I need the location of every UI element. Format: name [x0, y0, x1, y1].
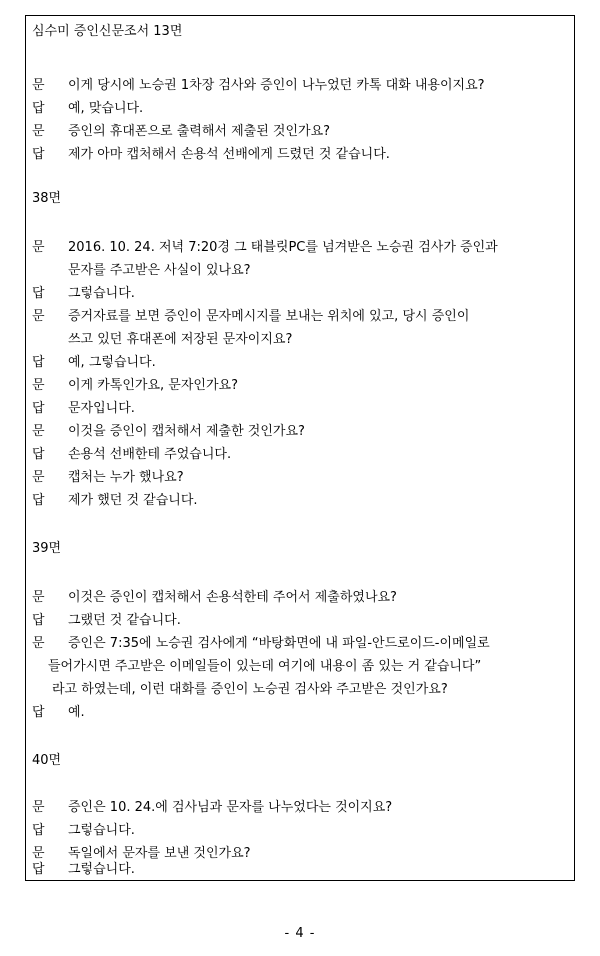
qa-line: [30, 466, 572, 489]
speaker-label: 문: [32, 636, 45, 651]
answer-text: 제가 했던 것 같습니다.: [68, 493, 198, 508]
qa-line: [30, 236, 572, 259]
answer-text: 예, 맞습니다.: [68, 101, 144, 116]
answer-text: 예, 그렇습니다.: [68, 355, 156, 370]
question-text: 증인의 휴대폰으로 출력해서 제출된 것인가요?: [68, 124, 331, 139]
answer-text: 그랬던 것 같습니다.: [68, 613, 181, 628]
speaker-label: 문: [32, 124, 45, 139]
question-continuation: 라고 하였는데, 이런 대화를 증인이 노승권 검사와 주고받은 것인가요?: [52, 682, 448, 697]
qa-line: [30, 701, 572, 724]
qa-line: [30, 143, 572, 166]
section-title-39: 39면: [32, 541, 62, 556]
speaker-label: 답: [32, 705, 45, 720]
document-header: 심수미 증인신문조서 13면: [32, 24, 183, 39]
answer-text: 그렇습니다.: [68, 823, 135, 838]
speaker-label: 문: [32, 309, 45, 324]
answer-text: 그렇습니다.: [68, 862, 135, 877]
qa-line: [30, 609, 572, 632]
qa-line: [30, 586, 572, 609]
qa-line: [30, 632, 572, 655]
question-text: 이것을 증인이 캡처해서 제출한 것인가요?: [68, 424, 305, 439]
qa-line: [30, 305, 572, 328]
answer-text: 예.: [68, 705, 85, 720]
qa-line: [30, 120, 572, 143]
qa-line: [30, 420, 572, 443]
speaker-label: 문: [32, 590, 45, 605]
speaker-label: 문: [32, 800, 45, 815]
speaker-label: 문: [32, 846, 45, 861]
answer-text: 문자입니다.: [68, 401, 135, 416]
question-text: 이게 당시에 노승권 1차장 검사와 증인이 나누었던 카톡 대화 내용이지요?: [68, 78, 485, 93]
answer-text: 손용석 선배한테 주었습니다.: [68, 447, 232, 462]
speaker-label: 답: [32, 355, 45, 370]
speaker-label: 문: [32, 424, 45, 439]
question-text: 증거자료를 보면 증인이 문자메시지를 보내는 위치에 있고, 당시 증인이: [68, 309, 470, 324]
qa-line: [30, 443, 572, 466]
speaker-label: 문: [32, 240, 45, 255]
qa-line: [30, 351, 572, 374]
speaker-label: 답: [32, 147, 45, 162]
speaker-label: 답: [32, 613, 45, 628]
question-text: 캡처는 누가 했나요?: [68, 470, 184, 485]
question-continuation: 들어가시면 주고받은 이메일들이 있는데 여기에 내용이 좀 있는 거 같습니다”: [48, 659, 482, 674]
qa-line: [30, 489, 572, 512]
speaker-label: 문: [32, 378, 45, 393]
speaker-label: 문: [32, 470, 45, 485]
qa-line: [30, 374, 572, 397]
question-text: 증인은 10. 24.에 검사님과 문자를 나누었다는 것이지요?: [68, 800, 393, 815]
qa-line: [30, 819, 572, 842]
page-number: - 4 -: [284, 926, 316, 941]
section-title-40: 40면: [32, 753, 62, 768]
speaker-label: 답: [32, 447, 45, 462]
speaker-label: 답: [32, 823, 45, 838]
question-text: 독일에서 문자를 보낸 것인가요?: [68, 846, 251, 861]
speaker-label: 답: [32, 286, 45, 301]
question-text: 이게 카톡인가요, 문자인가요?: [68, 378, 238, 393]
qa-line: [30, 282, 572, 305]
speaker-label: 문: [32, 78, 45, 93]
question-text: 이것은 증인이 캡처해서 손용석한테 주어서 제출하였나요?: [68, 590, 397, 605]
qa-line: [30, 97, 572, 120]
answer-text: 그렇습니다.: [68, 286, 135, 301]
qa-line: [30, 796, 572, 819]
qa-line: [30, 74, 572, 97]
speaker-label: 답: [32, 862, 45, 877]
speaker-label: 답: [32, 493, 45, 508]
question-continuation: 문자를 주고받은 사실이 있나요?: [68, 263, 251, 278]
section-title-38: 38면: [32, 191, 62, 206]
speaker-label: 답: [32, 101, 45, 116]
qa-line: [30, 858, 572, 881]
answer-text: 제가 아마 캡처해서 손용석 선배에게 드렸던 것 같습니다.: [68, 147, 390, 162]
qa-line: [30, 397, 572, 420]
question-text: 2016. 10. 24. 저녁 7:20경 그 태블릿PC를 넘겨받은 노승권 검사가 증인과: [68, 240, 498, 255]
question-text: 증인은 7:35에 노승권 검사에게 “바탕화면에 내 파일-안드로이드-이메일로: [68, 636, 490, 651]
speaker-label: 답: [32, 401, 45, 416]
question-continuation: 쓰고 있던 휴대폰에 저장된 문자이지요?: [68, 332, 293, 347]
transcript-frame: [25, 15, 575, 881]
